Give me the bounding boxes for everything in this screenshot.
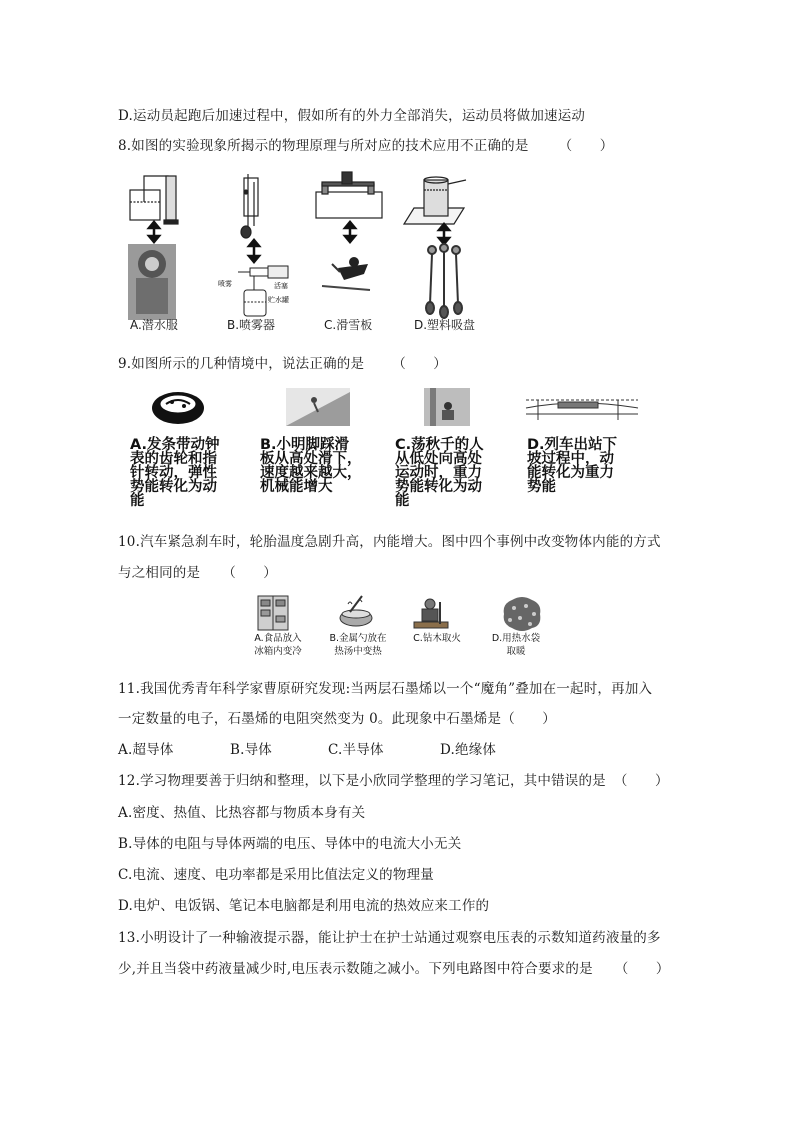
q10d-hot-water-bag-image	[504, 597, 541, 631]
q8-label-b: B.喷雾器	[227, 318, 276, 332]
q9c-swing-image	[424, 388, 470, 426]
q12-stem: 12.学习物理要善于归纳和整理，以下是小欣同学整理的学习笔记，其中错误的是	[118, 773, 606, 789]
q9a-line-3: 针转动，弹性	[130, 465, 217, 481]
q10-stem-line-1: 10.汽车紧急刹车时，轮胎温度急剧升高，内能增大。图中四个事例中改变物体内能的方式	[118, 534, 661, 550]
q8-label-a: A.潜水服	[130, 318, 178, 332]
q9-option-b	[260, 438, 362, 494]
q10c-caption-line-1: C.钻木取火	[413, 633, 461, 644]
q9-answer-paren: （ ）	[392, 356, 447, 372]
q9c-line-3: 运动时，重力	[395, 465, 482, 481]
q9a-line-5: 能	[130, 493, 145, 509]
q8-label-d: D.塑料吸盘	[414, 318, 476, 332]
q9-illustrations	[118, 384, 658, 428]
q13-stem-line-2	[118, 957, 670, 977]
q12-option-b: B.导体的电阻与导体两端的电压、导体中的电流大小无关	[118, 836, 462, 852]
q10c-drill-fire-image	[414, 599, 448, 628]
q10b-caption-line-2: 热汤中变热	[334, 646, 382, 657]
q11-option-a: A.超导体	[118, 742, 174, 758]
q12-option-a: A.密度、热值、比热容都与物质本身有关	[118, 805, 366, 821]
q9-option-a	[130, 438, 220, 508]
q9a-clock-image	[152, 392, 204, 424]
q8c-skier-photo	[322, 257, 370, 290]
q8b-arrow	[249, 240, 259, 262]
q8a-experiment	[130, 176, 178, 224]
q8d-experiment	[404, 177, 466, 224]
q10-caption-b	[322, 632, 394, 658]
q11-option-b: B.导体	[230, 742, 273, 758]
q12-option-d: D.电炉、电饭锅、笔记本电脑都是利用电流的热效应来工作的	[118, 898, 490, 914]
q13-stem-2: 少,并且当袋中药液量减少时,电压表示数随之减小。下列电路图中符合要求的是	[118, 961, 593, 977]
q11-options	[118, 738, 496, 758]
q8-label-c: C.滑雪板	[324, 318, 373, 332]
q11-stem-line-1: 11.我国优秀青年科学家曹原研究发现:当两层石墨烯以一个“魔角”叠加在一起时，再加入	[118, 681, 653, 697]
q9-stem-line	[118, 352, 447, 372]
q8a-arrow	[149, 222, 159, 242]
q9d-line-4: 势能	[527, 479, 556, 495]
q10-answer-paren: （ ）	[222, 565, 278, 581]
q10d-caption-line-1: D.用热水袋	[491, 633, 541, 644]
q9-option-d	[527, 438, 617, 494]
q11-stem-2: 一定数量的电子，石墨烯的电阻突然变为 0。此现象中石墨烯是	[118, 711, 502, 727]
q10b-caption-line-1: B.金属勺放在	[329, 633, 387, 644]
q9d-line-2: 坡过程中，动	[527, 451, 614, 467]
q9a-line-2: 表的齿轮和指	[130, 451, 217, 467]
q8-stem-line	[118, 134, 613, 154]
q7-option-d: D.运动员起跑后加速过程中，假如所有的外力全部消失，运动员将做加速运动	[118, 108, 586, 124]
q11-option-d: D.绝缘体	[440, 742, 497, 758]
q10-stem-line-2	[118, 561, 277, 581]
q9d-line-3: 能转化为重力	[527, 465, 614, 481]
q9c-line-2: 从低处向高处	[395, 451, 482, 467]
q9-figure	[118, 384, 658, 424]
q10a-caption-line-1: A.食品放入	[254, 633, 302, 644]
q10-caption-c	[405, 632, 469, 645]
q8-stem: 8.如图的实验现象所揭示的物理原理与所对应的技术应用不正确的是	[118, 138, 529, 154]
q11-option-c: C.半导体	[328, 742, 384, 758]
q10a-caption-line-2: 冰箱内变冷	[254, 646, 302, 657]
q10a-fridge-image	[258, 596, 288, 630]
q9-stem: 9.如图所示的几种情境中，说法正确的是	[118, 356, 365, 372]
q8-answer-paren: （ ）	[558, 138, 614, 154]
q10-figure	[250, 594, 560, 634]
q10-stem-2: 与之相同的是	[118, 565, 201, 581]
q9b-skateboard-image	[286, 388, 350, 426]
q12-stem-line	[118, 769, 669, 789]
q9c-line-4: 势能转化为动	[395, 479, 482, 495]
q8a-diver-photo	[128, 244, 176, 320]
q9b-line-4: 机械能增大	[260, 479, 333, 495]
q8c-arrow	[345, 222, 355, 242]
q12-answer-paren: （ ）	[613, 773, 669, 789]
q8b-sprayer-diagram	[238, 266, 288, 316]
q9d-line-1: D.列车出站下	[527, 437, 618, 453]
q8b-tag-spray: 喷雾	[218, 280, 232, 288]
q9c-line-5: 能	[395, 493, 410, 509]
q8c-experiment	[316, 172, 382, 218]
q9a-line-4: 势能转化为动	[130, 479, 217, 495]
q12-option-c: C.电流、速度、电功率都是采用比值法定义的物理量	[118, 867, 434, 883]
q8b-experiment	[241, 174, 258, 238]
q9a-line-1: A.发条带动钟	[130, 437, 220, 453]
q10-caption-d	[484, 632, 548, 658]
q13-answer-paren: （ ）	[614, 961, 670, 977]
q9b-line-2: 板从高处滑下，	[260, 451, 362, 467]
q8-illustrations	[118, 168, 488, 338]
q11-answer-paren: （ ）	[501, 711, 556, 727]
q9b-line-3: 速度越来越大，	[260, 465, 362, 481]
q11-stem-line-2	[118, 707, 556, 727]
q8-figure	[118, 168, 488, 338]
q8d-suction-cups-photo	[426, 244, 462, 318]
q10d-caption-line-2: 取暖	[506, 646, 526, 657]
q10b-spoon-soup-image	[340, 596, 372, 626]
q10-illustrations	[250, 594, 560, 634]
q8b-tag-tank: 贮水罐	[268, 296, 289, 304]
q8b-tag-piston: 活塞	[274, 282, 288, 290]
q8d-arrow	[439, 224, 449, 244]
q9d-train-image	[526, 400, 638, 420]
q9-option-c	[395, 438, 484, 508]
q10-caption-a	[246, 632, 310, 658]
q13-stem-line-1: 13.小明设计了一种输液提示器，能让护士在护士站通过观察电压表的示数知道药液量的多	[118, 930, 661, 946]
q9c-line-1: C.荡秋千的人	[395, 437, 484, 453]
q9b-line-1: B.小明脚踩滑	[260, 437, 350, 453]
